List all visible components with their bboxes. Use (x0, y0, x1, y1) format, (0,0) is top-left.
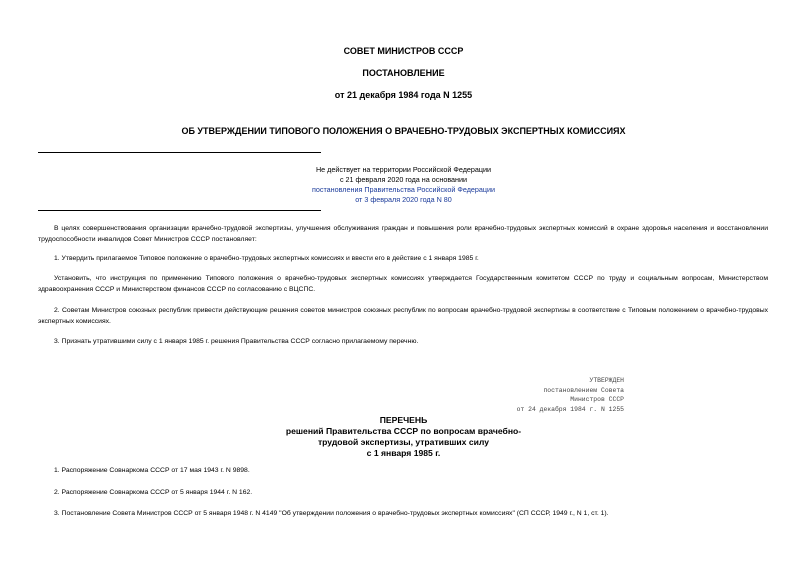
document-date-number: от 21 декабря 1984 года N 1255 (334, 90, 473, 100)
approval-line-4: от 24 декабря 1984 г. N 1255 (516, 405, 624, 413)
notice-link-line-2[interactable]: от 3 февраля 2020 года N 80 (355, 195, 452, 204)
list-title-line-4: с 1 января 1985 г. (366, 448, 441, 458)
approval-line-2: постановлением Совета (543, 386, 624, 394)
approval-line-1: УТВЕРЖДЕН (589, 377, 624, 384)
paragraph-2: 2. Советам Министров союзных республик привести действующие решения советов министров союзных республик по вопросам врачебно-трудовой экспертизы в соответствие с Типовым положением о врачебно-трудовых экспертных комиссиях. (38, 307, 768, 325)
list-title-line-2: решений Правительства СССР по вопросам врачебно- (285, 426, 522, 436)
list-title-line-1: ПЕРЕЧЕНЬ (379, 415, 428, 425)
paragraph-1-b: Установить, что инструкция по применению Типового положения о врачебно-трудовых экспертных комиссиях утверждается Государственным комитетом СССР по труду и социальным вопросам, Министерством здравоохранения СССР и Министерством финансов СССР по согласованию с ВЦСПС. (38, 275, 768, 293)
paragraph-1: 1. Утвердить прилагаемое Типовое положение о врачебно-трудовых экспертных комиссиях и ввести его в действие с 1 января 1985 г. (54, 255, 479, 262)
divider-bottom (38, 210, 321, 211)
document-type-heading: ПОСТАНОВЛЕНИЕ (362, 68, 445, 78)
issuer-heading: СОВЕТ МИНИСТРОВ СССР (343, 46, 464, 56)
intro-paragraph: В целях совершенствования организации врачебно-трудовой экспертизы, улучшения обслуживания граждан и повышения роли врачебно-трудовых экспертных комиссий в охране здоровья населения и восстановлении трудоспособности инвалидов Совет Министров СССР постановляет: (38, 225, 768, 243)
paragraph-3: 3. Признать утратившими силу с 1 января 1985 г. решения Правительства СССР согласно прилагаемому перечню. (54, 338, 419, 345)
status-notice (0, 165, 807, 205)
notice-line-2: с 21 февраля 2020 года на основании (339, 175, 468, 184)
notice-link-line-1[interactable]: постановления Правительства Российской Федерации (311, 185, 496, 194)
document-title: ОБ УТВЕРЖДЕНИИ ТИПОВОГО ПОЛОЖЕНИЯ О ВРАЧЕБНО-ТРУДОВЫХ ЭКСПЕРТНЫХ КОМИССИЯХ (181, 126, 626, 136)
list-item: 2. Распоряжение Совнаркома СССР от 5 января 1944 г. N 162. (54, 489, 253, 496)
approval-line-3: Министров СССР (570, 396, 624, 404)
list-title-line-3: трудовой экспертизы, утративших силу (317, 437, 490, 447)
approval-block (480, 376, 624, 414)
list-item: 3. Постановление Совета Министров СССР от 5 января 1948 г. N 4149 "Об утверждении положения о врачебно-трудовых экспертных комиссиях" (СП СССР, 1949 г., N 1, ст. 1). (54, 510, 609, 517)
list-item: 1. Распоряжение Совнаркома СССР от 17 мая 1943 г. N 9898. (54, 467, 250, 474)
notice-line-1: Не действует на территории Российской Федерации (315, 165, 492, 174)
list-title (0, 415, 807, 459)
divider-top (38, 152, 321, 153)
